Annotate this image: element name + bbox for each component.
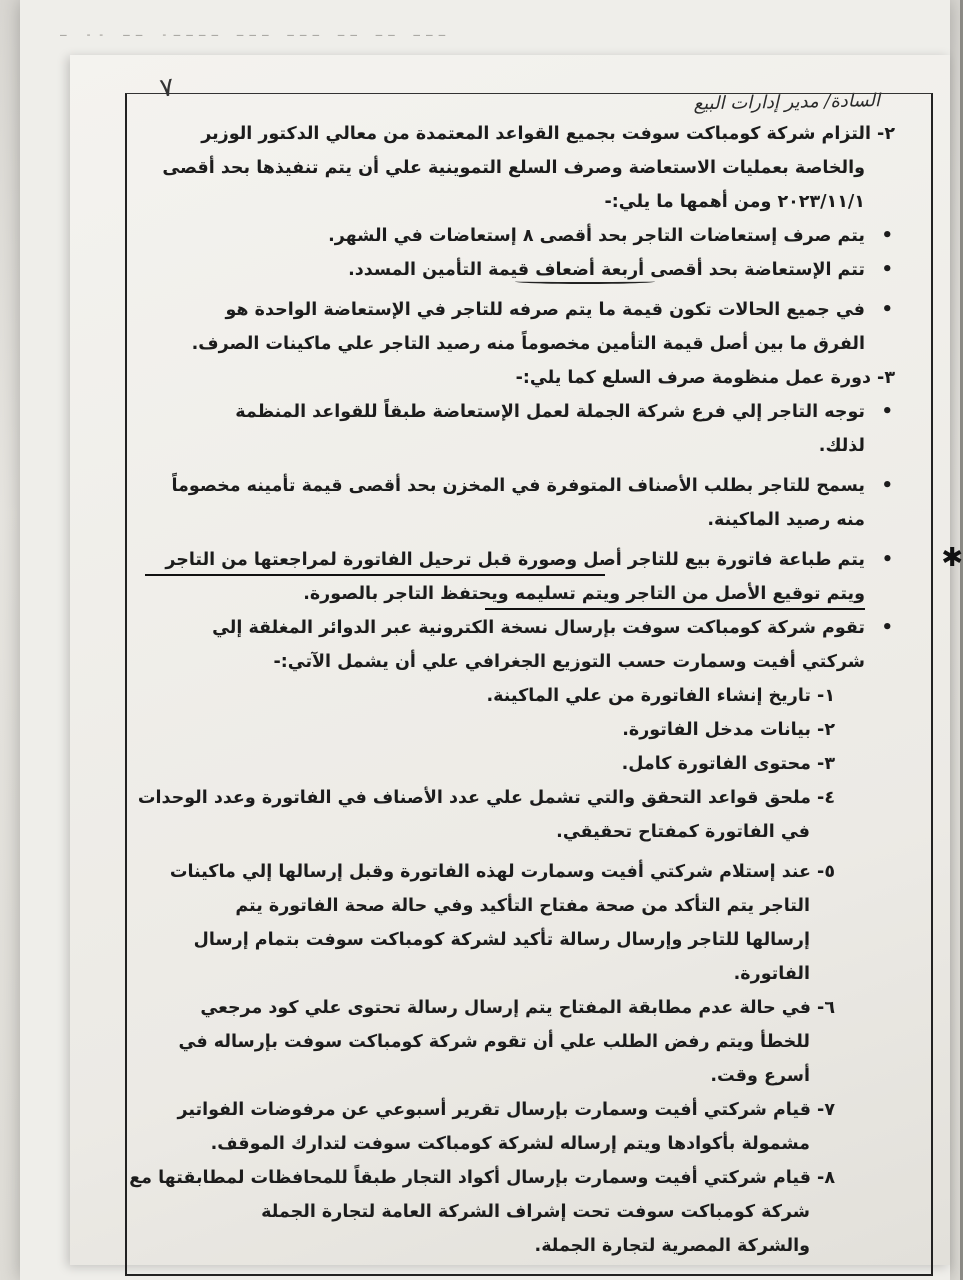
numbered-item: ٦- في حالة عدم مطابقة المفتاح يتم إرسال رسالة تحتوى علي كود مرجعي	[200, 998, 835, 1018]
underlying-sheet-text: — -- —— -———— ——— ——— —— —— ———	[60, 28, 452, 41]
numbered-item-continuation: التاجر يتم التأكد من صحة مفتاح التأكيد وفي حالة صحة الفاتورة يتم	[235, 896, 810, 916]
bullet-continuation: منه رصيد الماكينة.	[707, 510, 865, 530]
handwritten-underline	[485, 608, 865, 610]
numbered-item: ٢- بيانات مدخل الفاتورة.	[622, 720, 835, 740]
document-body	[129, 117, 963, 1263]
highlighted-bullet-item	[145, 543, 963, 577]
document-page	[70, 55, 963, 1265]
bullet-continuation: لذلك.	[818, 436, 865, 456]
bullet-icon: •	[881, 259, 893, 280]
numbered-item-continuation: في الفاتورة كمفتاح تحقيقي.	[556, 822, 810, 842]
section-2-line-2: والخاصة بعمليات الاستعاضة وصرف السلع التموينية علي أن يتم تنفيذها بحد أقصى	[162, 158, 865, 178]
bullet-text: تقوم شركة كومباكت سوفت بإرسال نسخة الكترونية عبر الدوائر المغلقة إلي	[212, 618, 865, 638]
numbered-item-continuation: شركة كومباكت سوفت تحت إشراف الشركة العامة لتجارة الجملة	[261, 1202, 810, 1222]
bullet-text: يسمح للتاجر بطلب الأصناف المتوفرة في المخزن بحد أقصى قيمة تأمينه مخصوماً	[171, 476, 865, 496]
bullet-icon: •	[881, 550, 893, 570]
section-2-line-3: ٢٠٢٣/١١/١ ومن أهمها ما يلي:-	[604, 192, 865, 212]
bullet-icon: •	[881, 475, 893, 496]
bullet-text: تتم الإستعاضة بحد أقصى أربعة أضعاف قيمة التأمين المسدد.	[348, 260, 865, 280]
bullet-continuation: شركتي أفيت وسمارت حسب التوزيع الجغرافي علي أن يشمل الآتي:-	[273, 652, 865, 672]
bullet-item	[145, 219, 905, 253]
handwritten-page-mark: ٧	[157, 72, 176, 104]
bullet-item	[145, 469, 905, 503]
numbered-item: ١- تاريخ إنشاء الفاتورة من علي الماكينة.	[486, 686, 835, 706]
bullet-text: يتم طباعة فاتورة بيع للتاجر أصل وصورة قبل ترحيل الفاتورة لمراجعتها من التاجر	[165, 550, 865, 570]
handwritten-underline	[515, 279, 655, 284]
bullet-text: يتم صرف إستعاضات التاجر بحد أقصى ٨ إستعاضات في الشهر.	[328, 226, 865, 246]
numbered-item: ٣- محتوى الفاتورة كامل.	[621, 754, 835, 774]
bullet-text: في جميع الحالات تكون قيمة ما يتم صرفه للتاجر في الإستعاضة الواحدة هو	[225, 300, 865, 320]
bullet-text: توجه التاجر إلي فرع شركة الجملة لعمل الإستعاضة طبقاً للقواعد المنظمة	[235, 402, 865, 422]
bullet-item	[145, 611, 905, 645]
numbered-item: ٧- قيام شركتي أفيت وسمارت بإرسال تقرير أسبوعي عن مرفوضات الفواتير	[177, 1100, 835, 1120]
bullet-icon: •	[881, 299, 893, 320]
bullet-continuation-text: ويتم توقيع الأصل من التاجر ويتم تسليمه ويحتفظ التاجر بالصورة.	[303, 584, 865, 604]
numbered-item: ٥- عند إستلام شركتي أفيت وسمارت لهذه الفاتورة وقبل إرسالها إلي ماكينات	[169, 862, 835, 882]
bullet-item	[145, 395, 905, 429]
bullet-icon: •	[881, 225, 893, 246]
section-2-line-1: ٢- التزام شركة كومباكت سوفت بجميع القواعد المعتمدة من معالي الدكتور الوزير	[201, 124, 895, 144]
bullet-continuation: الفرق ما بين أصل قيمة التأمين مخصوماً منه رصيد التاجر علي ماكينات الصرف.	[191, 334, 865, 354]
asterisk-mark-icon: ✱	[941, 543, 963, 573]
numbered-item-continuation: أسرع وقت.	[710, 1066, 810, 1086]
handwritten-note: السادة/ مدير إدارات البيع	[693, 90, 881, 115]
numbered-item: ٨- قيام شركتي أفيت وسمارت بإرسال أكواد التجار طبقاً للمحافظات لمطابقتها مع	[129, 1168, 835, 1188]
bullet-icon: •	[881, 401, 893, 422]
numbered-item-continuation: والشركة المصرية لتجارة الجملة.	[534, 1236, 810, 1256]
numbered-item-continuation: الفاتورة.	[733, 964, 810, 984]
bullet-icon: •	[881, 617, 893, 638]
bullet-item	[145, 293, 905, 327]
numbered-item: ٤- ملحق قواعد التحقق والتي تشمل علي عدد الأصناف في الفاتورة وعدد الوحدات	[137, 788, 835, 808]
bullet-continuation	[145, 577, 905, 611]
handwritten-underline	[145, 574, 605, 576]
bullet-item	[145, 253, 905, 287]
section-3-title: ٣- دورة عمل منظومة صرف السلع كما يلي:-	[515, 368, 895, 388]
numbered-item-continuation: إرسالها للتاجر وإرسال رسالة تأكيد لشركة كومباكت سوفت بتمام إرسال	[193, 930, 810, 950]
numbered-item-continuation: للخطأ ويتم رفض الطلب علي أن تقوم شركة كومباكت سوفت بإرساله في	[178, 1032, 810, 1052]
numbered-item-continuation: مشمولة بأكوادها ويتم إرساله لشركة كومباكت سوفت لتدارك الموقف.	[210, 1134, 810, 1154]
